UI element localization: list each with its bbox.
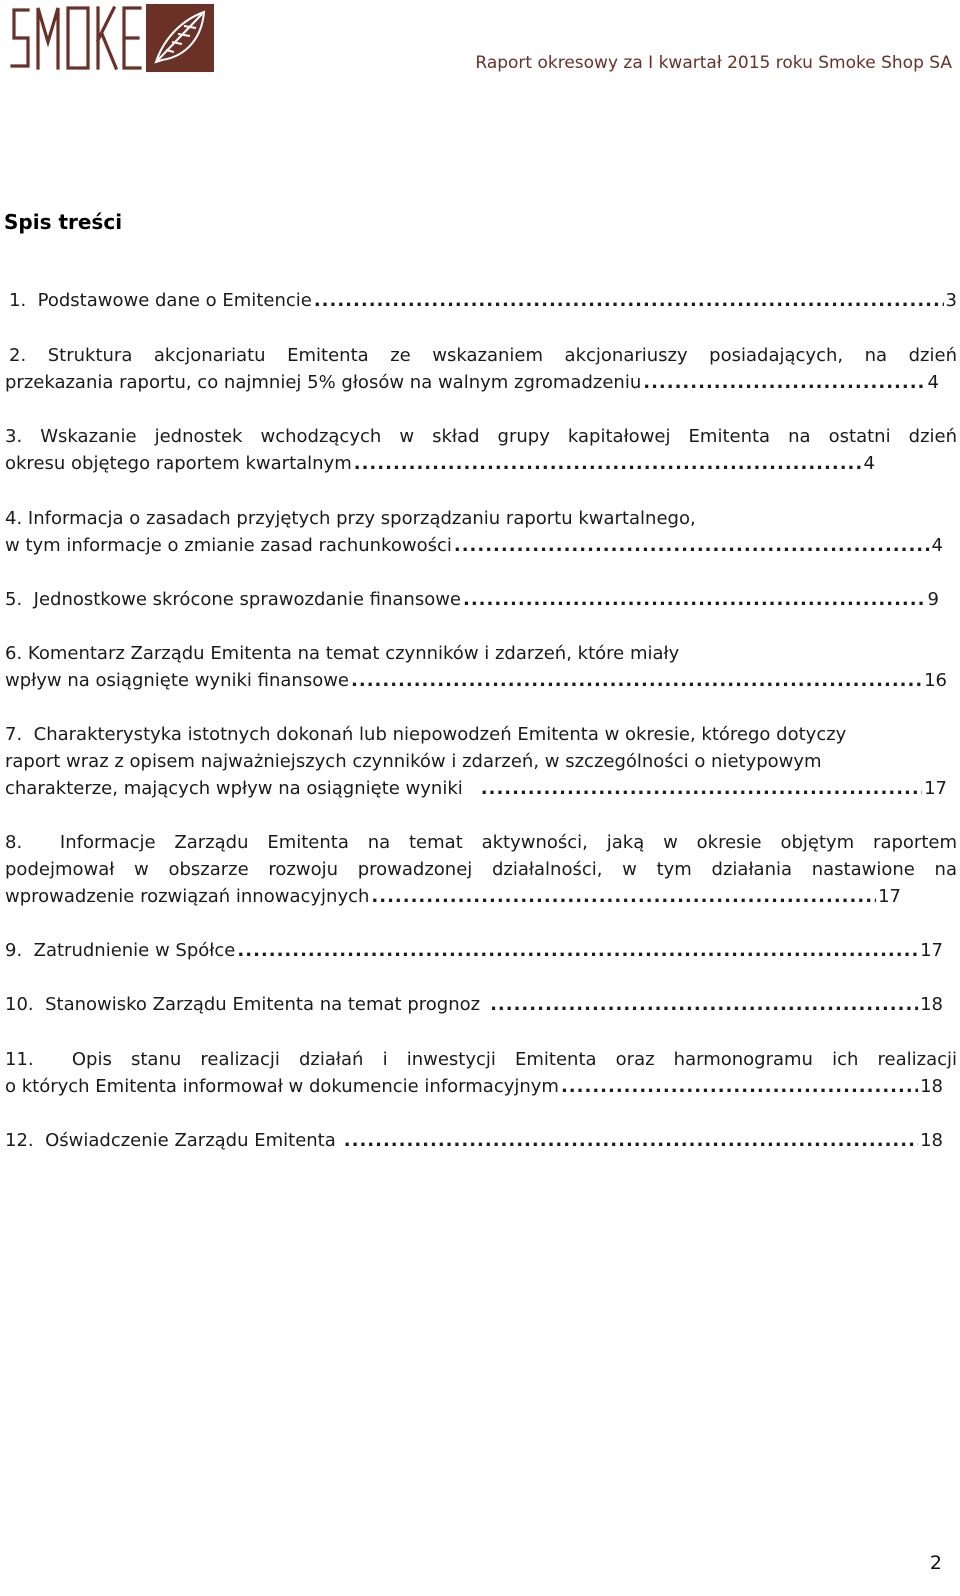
toc-entry-page: 18: [920, 994, 943, 1015]
dot-leader: [344, 1127, 918, 1154]
toc-entry-number: 10.: [5, 994, 34, 1015]
toc-entry-page: 3: [945, 290, 957, 311]
toc-entry-6[interactable]: [5, 640, 957, 694]
toc-entry-number: 2.: [9, 345, 27, 366]
toc-entry-title-cont: raport wraz z opisem najważniejszych czynników i zdarzeń, w szczególności o nietypowym: [5, 751, 822, 772]
dot-leader: [561, 1073, 918, 1100]
toc-entry-page: 17: [878, 886, 901, 907]
toc-entry-title: Struktura akcjonariatu Emitenta ze wskazaniem akcjonariuszy posiadających, na dzień: [47, 345, 957, 366]
toc-entry-4[interactable]: [5, 505, 957, 559]
toc-entry-title-cont: podejmował w obszarze rozwoju prowadzonej działalności, w tym działania nastawione na: [5, 859, 957, 880]
toc-entry-3[interactable]: [5, 423, 957, 477]
toc-entry-title: Komentarz Zarządu Emitenta na temat czynników i zdarzeń, które miały: [27, 643, 680, 664]
toc-entry-number: 3.: [5, 426, 23, 447]
toc-entry-10[interactable]: [5, 991, 957, 1018]
toc-entry-title-cont: w tym informacje o zmianie zasad rachunkowości: [5, 535, 452, 556]
toc-entry-title-cont: okresu objętego raportem kwartalnym: [5, 453, 352, 474]
toc-entry-title: Charakterystyka istotnych dokonań lub niepowodzeń Emitenta w okresie, którego dotyczy: [33, 724, 847, 745]
toc-entry-title: Stanowisko Zarządu Emitenta na temat prognoz: [45, 994, 481, 1015]
dot-leader: [454, 532, 930, 559]
toc-entry-title-cont: wpływ na osiągnięte wyniki finansowe: [5, 670, 350, 691]
dot-leader: [237, 937, 918, 964]
toc-entry-title-cont: wprowadzenie rozwiązań innowacyjnych: [5, 886, 370, 907]
toc-entry-page: 17: [920, 940, 943, 961]
dot-leader: [463, 586, 926, 613]
toc-entry-title-cont: o których Emitenta informował w dokumencie informacyjnym: [5, 1076, 559, 1097]
toc-entry-title: Podstawowe dane o Emitencie: [37, 290, 312, 311]
toc-entry-page: 17: [924, 778, 947, 799]
toc-entry-title: Wskazanie jednostek wchodzących w skład grupy kapitałowej Emitenta na ostatni dzień: [40, 426, 957, 447]
toc-entry-number: 7.: [5, 724, 23, 745]
toc-entry-title-cont: przekazania raportu, co najmniej 5% głosów na walnym zgromadzeniu: [5, 372, 642, 393]
dot-leader: [490, 991, 918, 1018]
toc-entry-11[interactable]: [5, 1046, 957, 1100]
toc-entry-page: 4: [927, 372, 939, 393]
toc-entry-12[interactable]: [5, 1127, 957, 1154]
dot-leader: [351, 667, 922, 694]
toc-entry-page: 16: [924, 670, 947, 691]
page-number: 2: [929, 1552, 942, 1574]
toc-entry-1[interactable]: [5, 287, 957, 314]
toc-entry-number: 1.: [9, 290, 27, 311]
dot-leader: [371, 883, 876, 910]
toc-entry-number: 8.: [5, 832, 23, 853]
toc-entry-number: 12.: [5, 1130, 34, 1151]
toc-entry-page: 4: [863, 453, 875, 474]
toc-entry-page: 9: [927, 589, 939, 610]
page-header: [0, 0, 960, 80]
toc-entry-page: 4: [931, 535, 943, 556]
toc-entry-title: Informacje Zarządu Emitenta na temat aktywności, jaką w okresie objętym raportem: [59, 832, 957, 853]
report-title: Raport okresowy za I kwartał 2015 roku Smoke Shop SA: [475, 53, 952, 73]
dot-leader: [314, 287, 944, 314]
toc-entry-title: Opis stanu realizacji działań i inwestycji Emitenta oraz harmonogramu ich realizacji: [71, 1049, 957, 1070]
toc-entry-2[interactable]: [5, 342, 957, 396]
toc-entry-title: Oświadczenie Zarządu Emitenta: [45, 1130, 336, 1151]
toc-entry-title: Zatrudnienie w Spółce: [33, 940, 236, 961]
toc-entry-page: 18: [920, 1130, 943, 1151]
toc-entry-9[interactable]: [5, 937, 957, 964]
toc-heading: Spis treści: [4, 210, 123, 234]
smoke-logo: [6, 2, 216, 74]
dot-leader: [481, 775, 922, 802]
dot-leader: [354, 450, 862, 477]
dot-leader: [643, 369, 925, 396]
toc-entry-7[interactable]: [5, 721, 957, 802]
toc-entry-number: 9.: [5, 940, 23, 961]
toc-entry-page: 18: [920, 1076, 943, 1097]
toc-entry-number: 5.: [5, 589, 23, 610]
toc-entry-8[interactable]: [5, 829, 957, 910]
toc-entry-number: 11.: [5, 1049, 34, 1070]
toc-entry-number: 6.: [5, 643, 23, 664]
toc-entry-5[interactable]: [5, 586, 957, 613]
toc-entry-title: Informacja o zasadach przyjętych przy sporządzaniu raportu kwartalnego,: [27, 508, 696, 529]
toc-entry-number: 4.: [5, 508, 23, 529]
toc-entry-title: Jednostkowe skrócone sprawozdanie finansowe: [33, 589, 461, 610]
toc-entry-title-cont: charakterze, mających wpływ na osiągnięte wyniki: [5, 778, 463, 799]
